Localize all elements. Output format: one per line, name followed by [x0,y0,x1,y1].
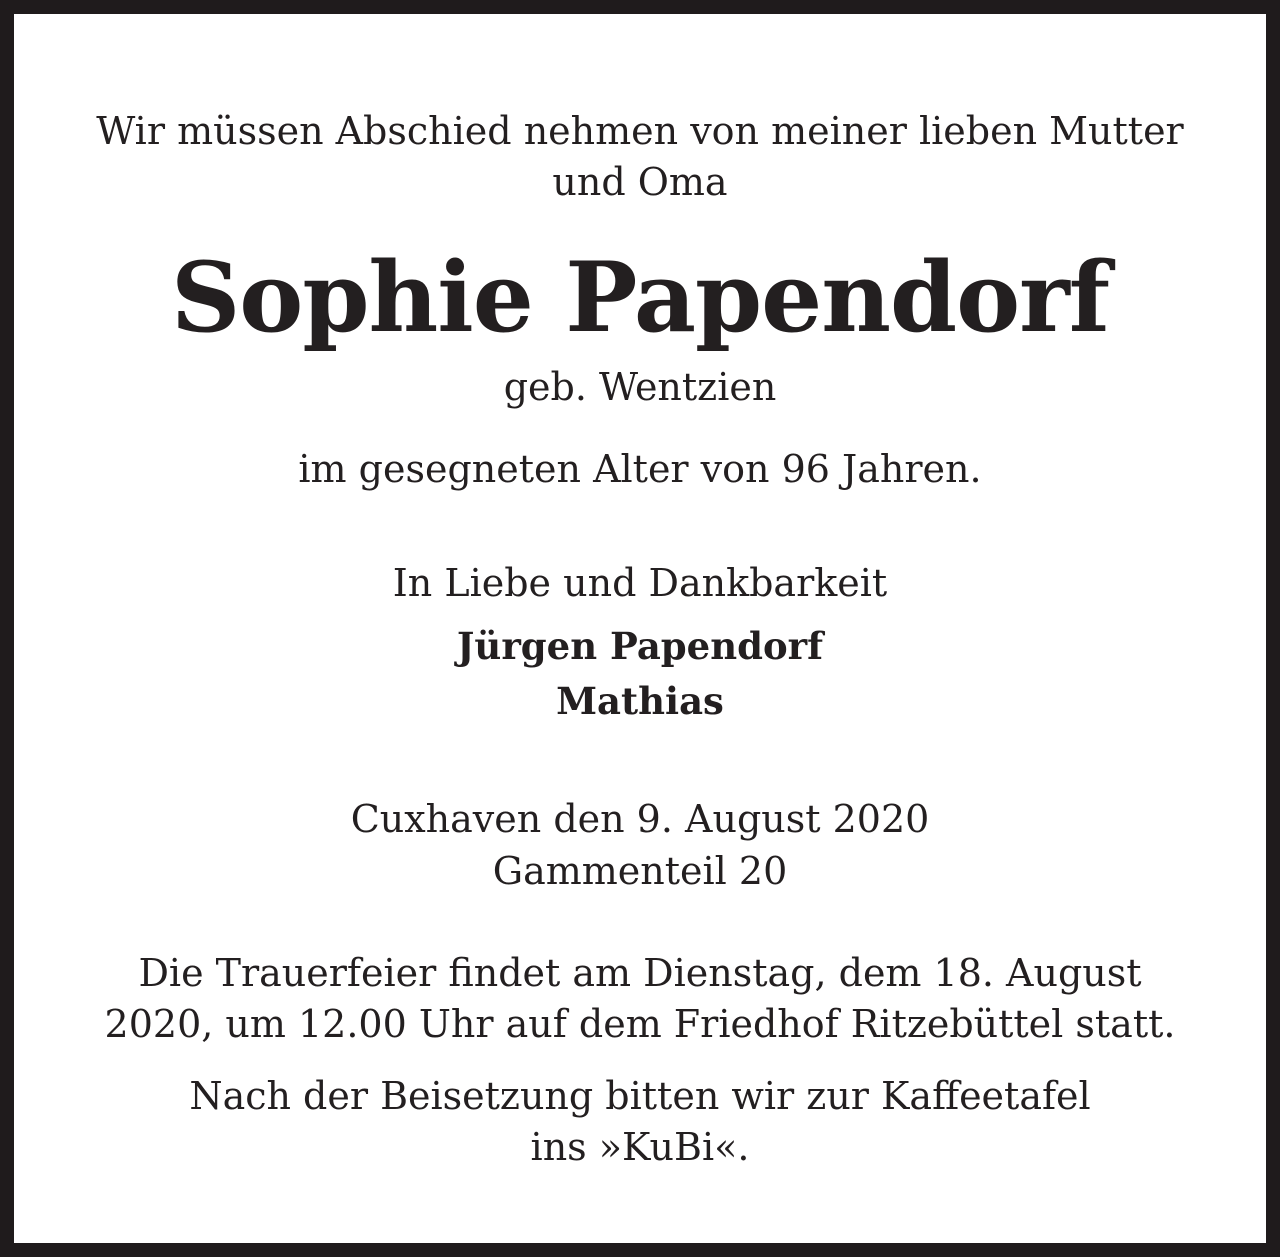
birth-name: geb. Wentzien [503,365,777,409]
place-date: Cuxhaven den 9. August 2020 [350,797,930,841]
reception-line-1: Nach der Beisetzung bitten wir zur Kaffeetafel [189,1074,1091,1118]
mourner-name: Jürgen Papendorf [456,624,824,668]
closing-line: In Liebe und Dankbarkeit [392,561,888,605]
address: Gammenteil 20 [492,849,788,893]
intro-line-2: und Oma [552,160,728,204]
funeral-line-1: Die Trauerfeier findet am Dienstag, dem 18. August [138,951,1142,995]
reception-line-2: ins »KuBi«. [530,1125,750,1169]
deceased-name: Sophie Papendorf [170,241,1110,354]
funeral-line-2: 2020, um 12.00 Uhr auf dem Friedhof Ritzebüttel statt. [104,1002,1176,1046]
intro-line-1: Wir müssen Abschied nehmen von meiner lieben Mutter [96,109,1184,153]
mourner-name: Mathias [556,679,724,723]
age-line: im gesegneten Alter von 96 Jahren. [298,447,982,491]
